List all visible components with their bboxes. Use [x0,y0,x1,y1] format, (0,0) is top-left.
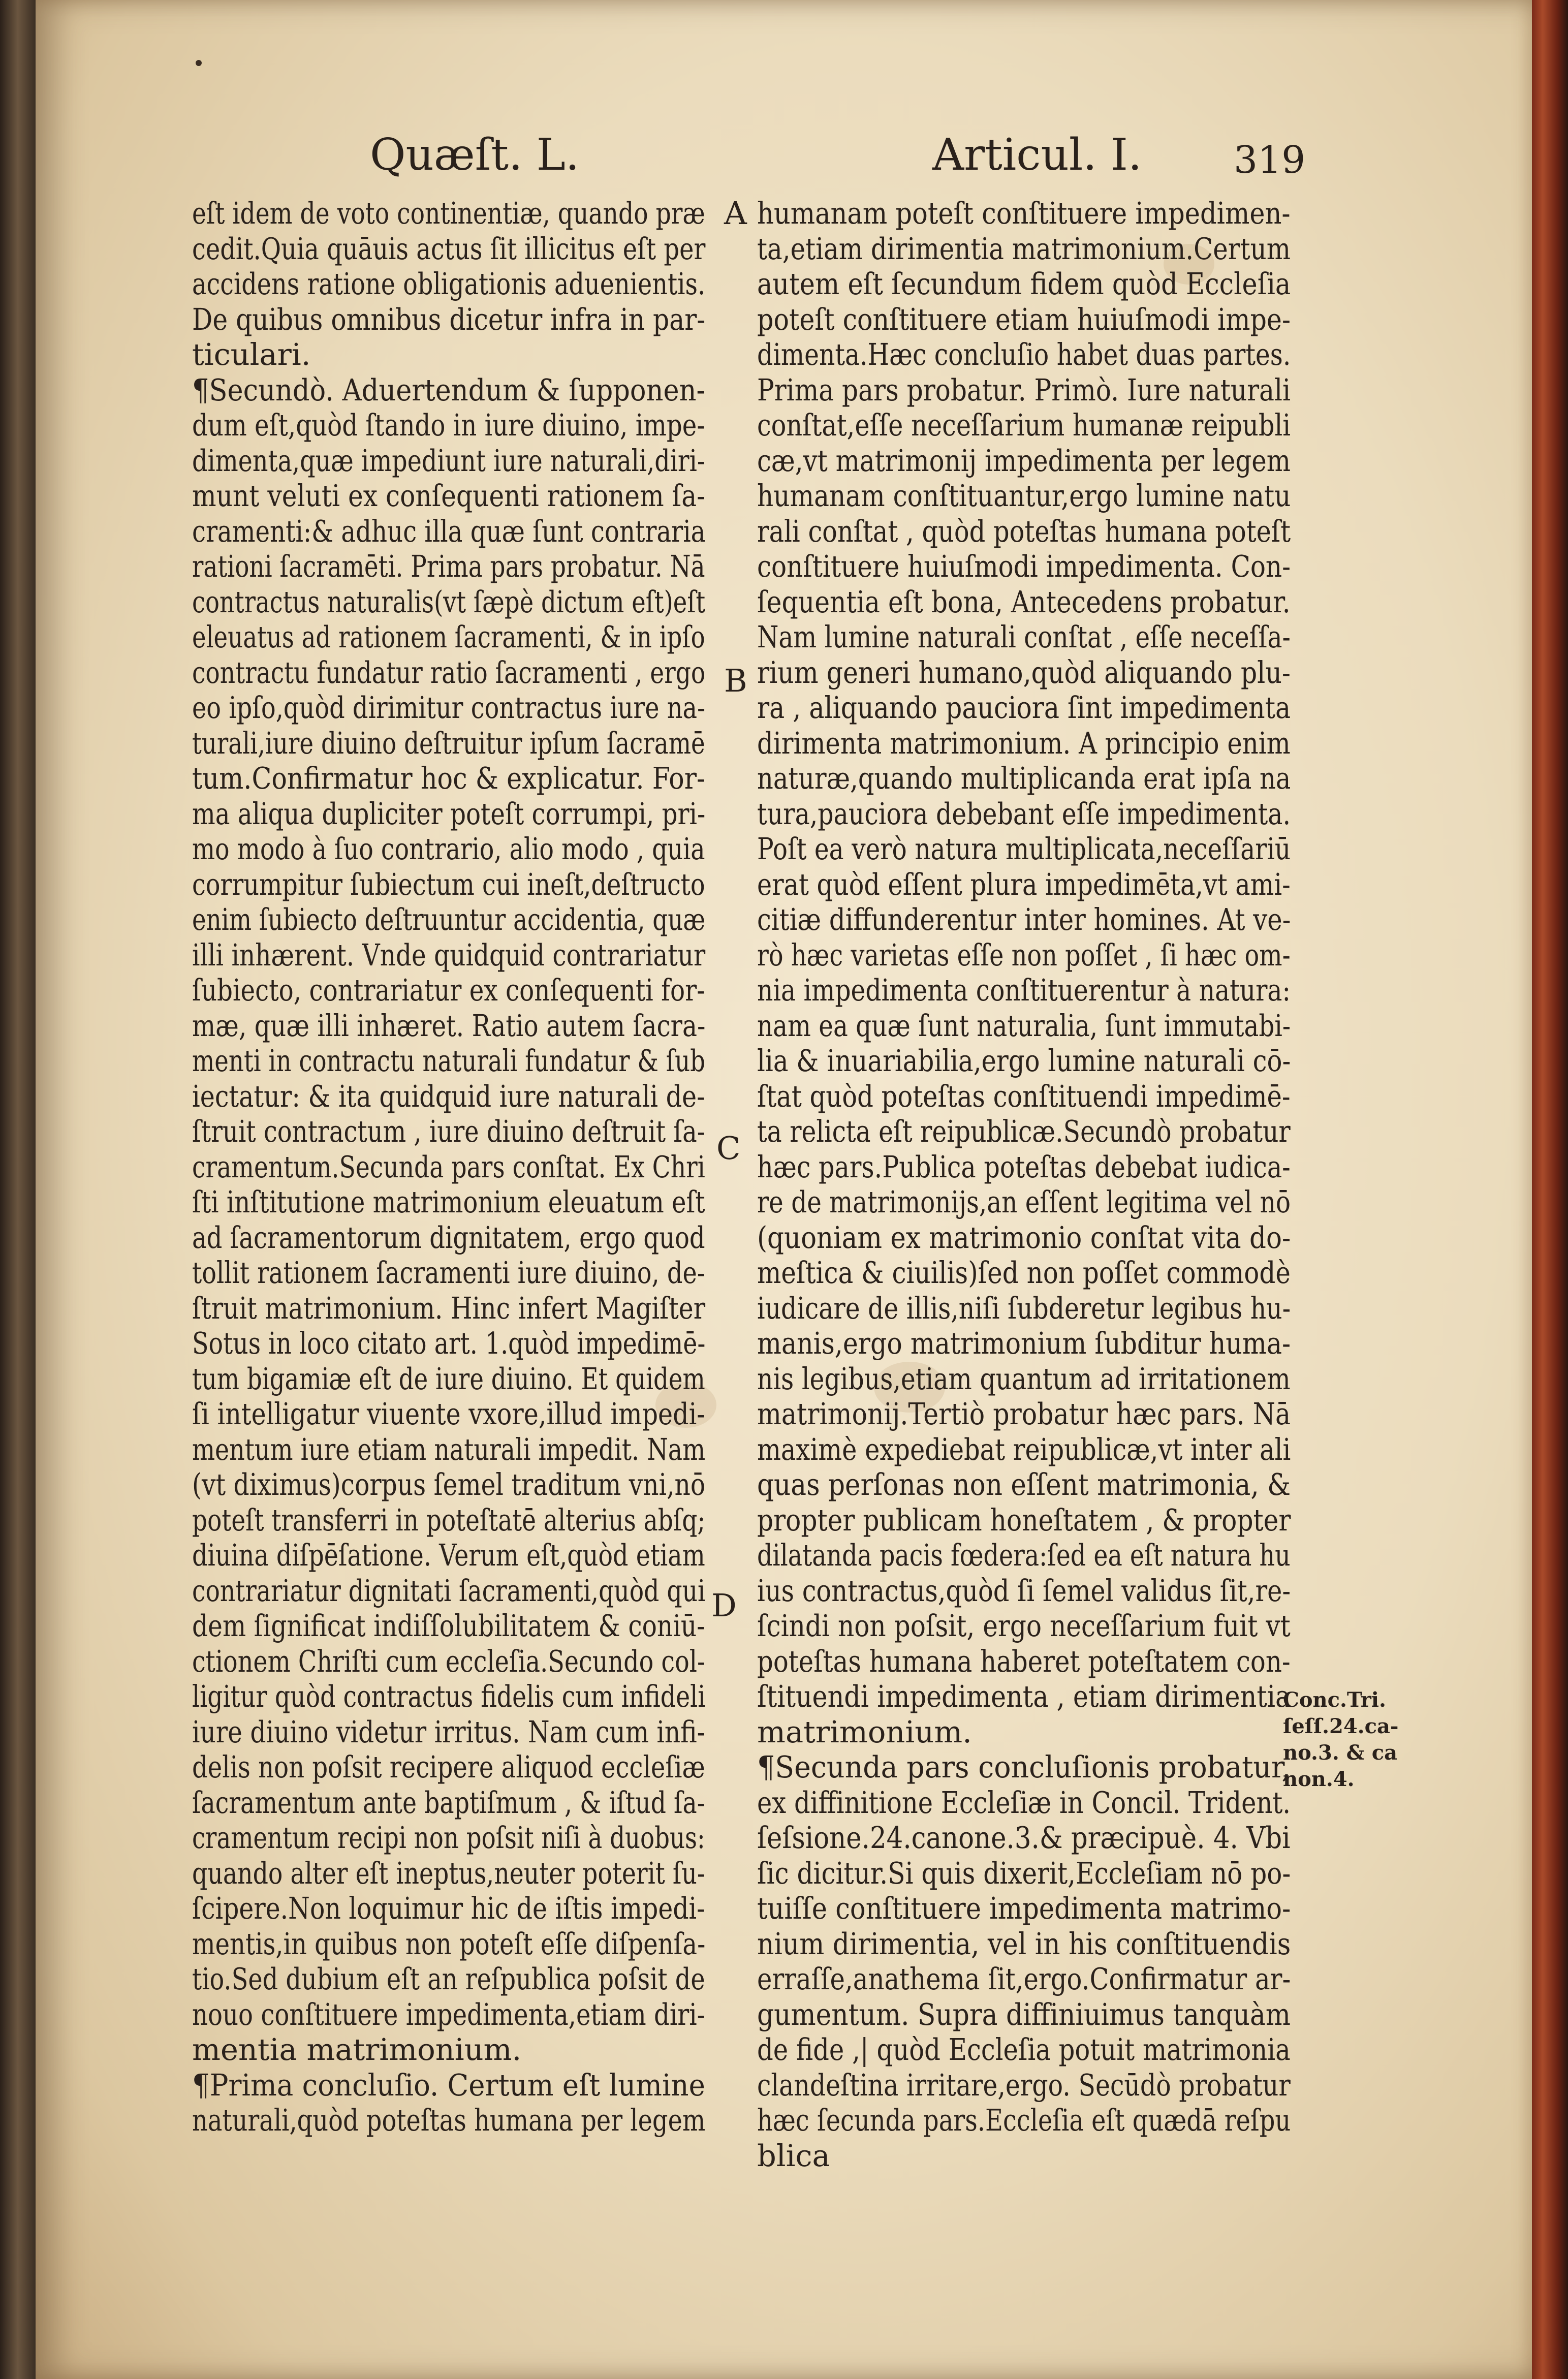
text-line: nia impedimenta conſtituerentur à natura: [757,973,1291,1008]
text-line: erraſſe,anathema ſit,ergo.Confirmatur ar- [757,1961,1291,1996]
text-line: menti in contractu naturali fundatur & ſub [192,1043,706,1078]
text-line: nis legibus,etiam quantum ad irritationem [757,1361,1291,1396]
text-line: autem eſt ſecundum fidem quòd Eccleſia [757,266,1291,301]
text-line: (quoniam ex matrimonio conſtat vita do- [757,1219,1291,1255]
section-letter-c: C [716,1130,741,1167]
text-line: nium dirimentia, vel in his conſtituendis [757,1926,1291,1961]
text-line: rationi ſacramēti. Prima pars probatur. Nā [192,549,705,584]
text-line: iectatur: & ita quidquid iure naturali de- [192,1078,705,1114]
text-line: ticulari. [192,337,311,372]
text-line: iudicare de illis,niſi ſubderetur legibus hu- [757,1290,1291,1326]
text-line: blica [757,2138,830,2173]
text-line: accidens ratione obligationis aduenientis. [192,266,706,301]
text-line: cramentum recipi non poſsit niſi à duobus: [192,1820,705,1855]
section-letter-d: D [711,1587,737,1624]
page-number: 319 [1234,138,1306,182]
text-line: mæ, quæ illi inhæret. Ratio autem ſacra- [192,1008,706,1043]
text-line: ſtat quòd poteſtas conſtituendi impedimē- [757,1078,1291,1114]
red-page-edge [1532,0,1568,2379]
text-line: ra , aliquando pauciora ſint impedimenta [757,690,1291,725]
text-line: ſtruit matrimonium. Hinc infert Magiſter [192,1290,706,1326]
text-line: dum eſt,quòd ſtando in iure diuino, impe- [192,408,705,443]
section-letter-b: B [724,662,747,699]
text-line: ctionem Chriſti cum eccleſia.Secundo col- [192,1643,706,1679]
text-line: ſcindi non poſsit, ergo neceſſarium fuit vt [757,1608,1291,1643]
text-line: humanam conſtituantur,ergo lumine natu [757,478,1291,513]
text-line: gumentum. Supra diffiniuimus tanquàm [757,1996,1291,2032]
text-line: cramentum.Secunda pars conſtat. Ex Chri [192,1149,705,1184]
right-text-column [757,196,1291,2173]
text-line: cedit.Quia quāuis actus ſit illicitus eſt per [192,231,706,266]
text-line: ius contractus,quòd ſi ſemel validus ſit,re- [757,1573,1291,1608]
text-line: erat quòd eſſent plura impedimēta,vt ami- [757,866,1291,902]
text-line: turali,iure diuino deſtruitur ipſum ſacramē [192,725,705,761]
text-line: conſtituere huiuſmodi impedimenta. Con- [757,549,1291,584]
text-line: de fide ,| quòd Eccleſia potuit matrimonia [757,2032,1291,2067]
text-line: naturali,quòd poteſtas humana per legem [192,2103,706,2138]
text-line: naturæ,quando multiplicanda erat ipſa na [757,761,1291,796]
text-line: mentis,in quibus non poteſt eſſe diſpenſa- [192,1926,706,1961]
text-line: munt veluti ex conſequenti rationem ſa- [192,478,706,513]
text-line: manis,ergo matrimonium ſubditur huma- [757,1326,1291,1361]
text-line: Nam lumine naturali conſtat , eſſe neceſſa- [757,619,1291,654]
text-line: ſubiecto, contrariatur ex conſequenti for- [192,973,705,1008]
text-line: meſtica & ciuilis)ſed non poſſet commodè [757,1255,1291,1290]
text-line: ligitur quòd contractus fidelis cum infideli [192,1679,706,1714]
margin-note-line: ſeſſ.24.ca- [1283,1714,1399,1738]
text-line: maximè expediebat reipublicæ,vt inter ali [757,1431,1291,1467]
text-line: poteſt transferri in poteſtatē alterius abſq; [192,1502,706,1538]
left-text-column [192,196,705,2138]
text-line: re de matrimonijs,an eſſent legitima vel nō [757,1184,1291,1219]
text-line: matrimonium. [757,1714,972,1749]
text-line: hæc ſecunda pars.Eccleſia eſt quædā reſpu [757,2103,1291,2138]
text-line: Sotus in loco citato art. 1.quòd impedimē- [192,1326,706,1361]
text-line: humanam poteſt conſtituere impedimen- [757,196,1291,231]
text-line: citiæ diffunderentur inter homines. At ve- [757,902,1291,937]
ink-dot [196,60,202,66]
text-line: rium generi humano,quòd aliquando plu- [757,654,1291,690]
text-line: ſacramentum ante baptiſmum , & iſtud ſa- [192,1785,705,1820]
text-line: ma aliqua dupliciter poteſt corrumpi, pri- [192,796,706,831]
text-line: dimenta,quæ impediunt iure naturali,diri- [192,443,705,478]
text-line: mentum iure etiam naturali impedit. Nam [192,1431,706,1467]
text-line: ſequentia eſt bona, Antecedens probatur. [757,584,1291,619]
running-head-question: Quæſt. L. [370,130,580,180]
section-letter-a: A [724,195,747,232]
text-line: hæc pars.Publica poteſtas debebat iudica- [757,1149,1291,1184]
text-line: mentia matrimonium. [192,2032,522,2067]
text-line: eſt idem de voto continentiæ, quando præ [192,196,705,231]
text-line: tollit rationem ſacramenti iure diuino, de- [192,1255,705,1290]
text-line: ta relicta eſt reipublicæ.Secundò probatur [757,1114,1291,1149]
text-line: lia & inuariabilia,ergo lumine naturali cō- [757,1043,1291,1078]
text-line: ta,etiam dirimentia matrimonium.Certum [757,231,1291,266]
text-line: quas perſonas non eſſent matrimonia, & [757,1467,1291,1502]
previous-page-edge [0,0,36,2379]
margin-note-line: non.4. [1283,1767,1355,1791]
text-line: eleuatus ad rationem ſacramenti, & in ipſo [192,619,705,654]
text-line: Prima pars probatur. Primò. Iure naturali [757,372,1291,408]
text-line: ad ſacramentorum dignitatem, ergo quod [192,1219,705,1255]
text-line: cæ,vt matrimonij impedimenta per legem [757,443,1291,478]
text-line: ſic dicitur.Si quis dixerit,Eccleſiam nō po- [757,1855,1291,1891]
text-line: dirimenta matrimonium. A principio enim [757,725,1291,761]
text-line: contractu fundatur ratio ſacramenti , ergo [192,654,706,690]
text-line: ſtruit contractum , iure diuino deſtruit ſa- [192,1114,705,1149]
text-line: rò hæc varietas eſſe non poſſet , ſi hæc om- [757,937,1291,973]
text-line: enim ſubiecto deſtruuntur accidentia, quæ [192,902,706,937]
text-line: ¶Secundò. Aduertendum & ſupponen- [192,372,706,408]
margin-note-line: Conc.Tri. [1283,1688,1386,1712]
text-line: tura,pauciora debebant eſſe impedimenta. [757,796,1291,831]
text-line: tum bigamiæ eſt de iure diuino. Et quidem [192,1361,705,1396]
text-line: quando alter eſt ineptus,neuter poterit ſu- [192,1855,705,1891]
text-line: ſtituendi impedimenta , etiam dirimentia [757,1679,1291,1714]
text-line: ex diffinitione Eccleſiæ in Concil. Trident. [757,1785,1291,1820]
text-line: dilatanda pacis fœdera:ſed ea eſt natura hu [757,1538,1291,1573]
text-line: nouo conſtituere impedimenta,etiam diri- [192,1996,705,2032]
text-line: tum.Confirmatur hoc & explicatur. For- [192,761,706,796]
text-line: clandeſtina irritare,ergo. Secūdò probatur [757,2067,1291,2103]
running-head-article: Articul. I. [932,130,1142,180]
text-line: ſi intelligatur viuente vxore,illud impedi- [192,1396,705,1431]
text-line: ¶Prima concluſio. Certum eſt lumine [192,2067,705,2103]
text-line: cramenti:& adhuc illa quæ ſunt contraria [192,513,706,549]
text-line: iure diuino videtur irritus. Nam cum infi- [192,1714,706,1749]
text-line: poteſtas humana haberet poteſtatem con- [757,1643,1291,1679]
text-line: ſeſsione.24.canone.3.& præcipuè. 4. Vbi [757,1820,1291,1855]
text-line: (vt diximus)corpus ſemel traditum vni,nō [192,1467,706,1502]
text-line: mo modo à ſuo contrario, alio modo , quia [192,831,705,866]
text-line: propter publicam honeſtatem , & propter [757,1502,1291,1538]
text-line: ſcipere.Non loquimur hic de iſtis impedi- [192,1891,705,1926]
text-line: ſti inſtitutione matrimonium eleuatum eſt [192,1184,705,1219]
text-line: matrimonij.Tertiò probatur hæc pars. Nā [757,1396,1291,1431]
text-line: dem ſignificat indiſſolubilitatem & coniū- [192,1608,705,1643]
text-line: De quibus omnibus dicetur infra in par- [192,301,706,337]
text-line: nam ea quæ ſunt naturalia, ſunt immutabi- [757,1008,1291,1043]
text-line: dimenta.Hæc concluſio habet duas partes. [757,337,1291,372]
text-line: delis non poſsit recipere aliquod eccleſiæ [192,1749,705,1785]
text-line: conſtat,eſſe neceſſarium humanæ reipubli [757,408,1291,443]
text-line: rali conſtat , quòd poteſtas humana poteſt [757,513,1291,549]
text-line: Poſt ea verò natura multiplicata,neceſſariū [757,831,1291,866]
text-line: corrumpitur ſubiectum cui ineſt,deſtructo [192,866,705,902]
text-line: diuina diſpēſatione. Verum eſt,quòd etiam [192,1538,705,1573]
text-line: tio.Sed dubium eſt an reſpublica poſsit de [192,1961,705,1996]
text-line: contractus naturalis(vt ſæpè dictum eſt)eſt [192,584,706,619]
text-line: contrariatur dignitati ſacramenti,quòd qui [192,1573,706,1608]
margin-note [1283,1687,1399,1793]
text-line: eo ipſo,quòd dirimitur contractus iure na- [192,690,706,725]
text-line: illi inhærent. Vnde quidquid contrariatur [192,937,706,973]
text-line: ¶Secunda pars concluſionis probatur, [757,1749,1291,1785]
margin-note-line: no.3. & ca [1283,1741,1397,1765]
text-line: tuiſſe conſtituere impedimenta matrimo- [757,1891,1291,1926]
text-line: poteſt conſtituere etiam huiuſmodi impe- [757,301,1291,337]
